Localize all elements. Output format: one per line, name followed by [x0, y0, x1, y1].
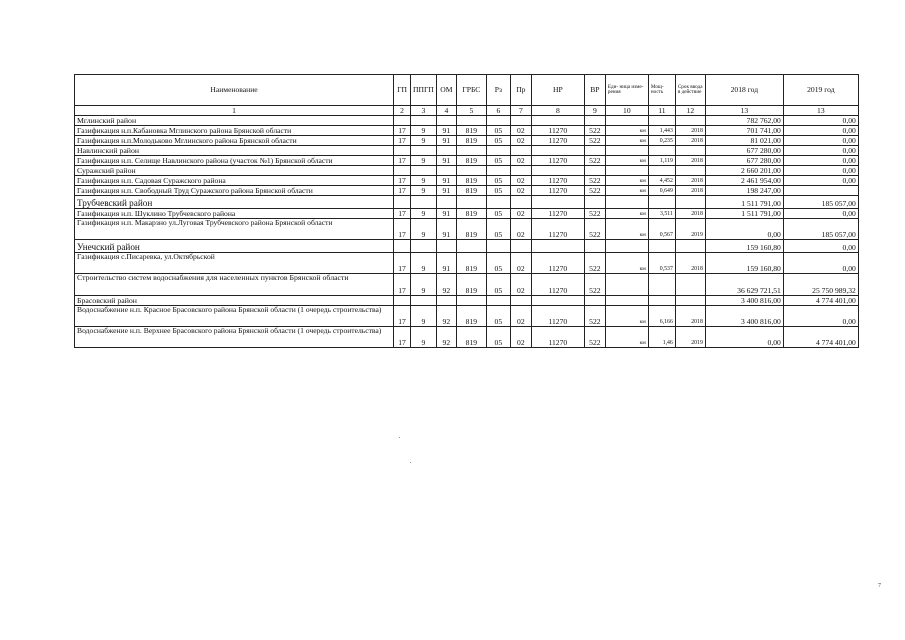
header-pr: Пр — [510, 75, 531, 106]
cell-om: 91 — [436, 186, 456, 196]
cell-vr: 522 — [584, 327, 605, 348]
cell-ppgp: 9 — [411, 176, 437, 186]
cell-capacity — [648, 116, 675, 126]
cell-gp — [394, 116, 411, 126]
object-name: Строительство систем водоснабжения для населенных пунктов Брянской области — [75, 274, 394, 296]
cell-commission-year: 2018 — [675, 253, 705, 274]
budget-table — [74, 74, 859, 348]
cell-om: 91 — [436, 156, 456, 166]
cell-grbs — [456, 116, 486, 126]
cell-om — [436, 116, 456, 126]
cell-vr — [584, 166, 605, 176]
cell-rz — [486, 196, 510, 209]
cell-unit — [605, 240, 648, 253]
index-cell: 7 — [510, 106, 531, 116]
cell-gp: 17 — [394, 306, 411, 327]
cell-pr — [510, 196, 531, 209]
cell-grbs — [456, 296, 486, 306]
cell-pr: 02 — [510, 209, 531, 219]
cell-unit: км — [605, 219, 648, 240]
cell-om: 91 — [436, 176, 456, 186]
cell-gp: 17 — [394, 186, 411, 196]
cell-nr: 11270 — [531, 186, 584, 196]
cell-capacity: 0,649 — [648, 186, 675, 196]
index-cell: 13 — [705, 106, 783, 116]
cell-ppgp: 9 — [411, 253, 437, 274]
amount-2018: 3 400 816,00 — [705, 296, 783, 306]
cell-vr — [584, 116, 605, 126]
cell-unit — [605, 274, 648, 296]
index-cell: 8 — [531, 106, 584, 116]
cell-pr: 02 — [510, 274, 531, 296]
object-name: Газификация н.п. Садовая Суражского района — [75, 176, 394, 186]
cell-rz: 05 — [486, 209, 510, 219]
cell-ppgp — [411, 296, 437, 306]
cell-pr — [510, 146, 531, 156]
cell-capacity: 4,452 — [648, 176, 675, 186]
cell-unit: км — [605, 156, 648, 166]
object-name: Газификация н.п.Кабановка Мглинского района Брянской области — [75, 126, 394, 136]
cell-gp: 17 — [394, 126, 411, 136]
cell-pr — [510, 240, 531, 253]
cell-om: 92 — [436, 327, 456, 348]
cell-pr — [510, 116, 531, 126]
amount-2019: 0,00 — [783, 146, 858, 156]
amount-2019: 185 057,00 — [783, 196, 858, 209]
column-index-row — [75, 106, 859, 116]
amount-2018: 0,00 — [705, 219, 783, 240]
cell-gp: 17 — [394, 327, 411, 348]
cell-pr: 02 — [510, 186, 531, 196]
cell-rz: 05 — [486, 274, 510, 296]
cell-grbs: 819 — [456, 209, 486, 219]
amount-2019: 0,00 — [783, 240, 858, 253]
cell-capacity: 6,166 — [648, 306, 675, 327]
cell-ppgp: 9 — [411, 126, 437, 136]
object-name: Водоснабжение н.п. Красное Брасовского района Брянской области (1 очередь строительства) — [75, 306, 394, 327]
amount-2019: 0,00 — [783, 156, 858, 166]
district-row — [75, 296, 859, 306]
page-number: 7 — [878, 583, 881, 589]
cell-commission-year — [675, 166, 705, 176]
cell-pr: 02 — [510, 126, 531, 136]
object-name: Газификация н.п. Макарзно ул.Луговая Трубчевского района Брянской области — [75, 219, 394, 240]
cell-nr: 11270 — [531, 136, 584, 146]
cell-grbs — [456, 166, 486, 176]
table-row — [75, 219, 859, 240]
index-cell: 10 — [605, 106, 648, 116]
cell-gp: 17 — [394, 209, 411, 219]
object-name: Газификация н.п.Молодьково Мглинского района Брянской области — [75, 136, 394, 146]
index-cell: 6 — [486, 106, 510, 116]
table-row — [75, 253, 859, 274]
amount-2018: 36 629 721,51 — [705, 274, 783, 296]
cell-pr: 02 — [510, 176, 531, 186]
cell-pr: 02 — [510, 219, 531, 240]
cell-commission-year — [675, 240, 705, 253]
cell-nr: 11270 — [531, 176, 584, 186]
cell-capacity: 1,119 — [648, 156, 675, 166]
index-cell: 2 — [394, 106, 411, 116]
cell-nr: 11270 — [531, 126, 584, 136]
district-name: Мглинский район — [75, 116, 394, 126]
cell-unit: км — [605, 136, 648, 146]
cell-rz — [486, 240, 510, 253]
table-row — [75, 327, 859, 348]
cell-grbs: 819 — [456, 186, 486, 196]
cell-rz: 05 — [486, 176, 510, 186]
header-gp: ГП — [394, 75, 411, 106]
header-row — [75, 75, 859, 106]
cell-ppgp: 9 — [411, 156, 437, 166]
cell-vr: 522 — [584, 219, 605, 240]
cell-om — [436, 196, 456, 209]
cell-vr — [584, 240, 605, 253]
cell-rz: 05 — [486, 327, 510, 348]
amount-2019: 25 750 989,32 — [783, 274, 858, 296]
district-row — [75, 116, 859, 126]
table-body — [75, 116, 859, 348]
cell-capacity — [648, 166, 675, 176]
header-capacity: Мощ- ность — [648, 75, 675, 106]
amount-2018: 782 762,00 — [705, 116, 783, 126]
district-name: Брасовский район — [75, 296, 394, 306]
cell-pr — [510, 296, 531, 306]
cell-rz — [486, 146, 510, 156]
district-name: Навлинский район — [75, 146, 394, 156]
header-2019: 2019 год — [783, 75, 858, 106]
object-name: Газификация н.п. Селище Навлинского района (участок №1) Брянской области — [75, 156, 394, 166]
cell-unit — [605, 166, 648, 176]
cell-grbs: 819 — [456, 253, 486, 274]
header-grbs: ГРБС — [456, 75, 486, 106]
cell-nr: 11270 — [531, 156, 584, 166]
amount-2019: 0,00 — [783, 253, 858, 274]
cell-unit: км — [605, 126, 648, 136]
cell-grbs: 819 — [456, 327, 486, 348]
cell-rz: 05 — [486, 126, 510, 136]
index-cell: 5 — [456, 106, 486, 116]
index-cell: 1 — [75, 106, 394, 116]
cell-gp: 17 — [394, 219, 411, 240]
cell-commission-year — [675, 274, 705, 296]
cell-capacity — [648, 296, 675, 306]
cell-gp — [394, 146, 411, 156]
cell-pr: 02 — [510, 253, 531, 274]
district-name: Унечский район — [75, 240, 394, 253]
cell-nr — [531, 296, 584, 306]
amount-2019: 0,00 — [783, 166, 858, 176]
cell-commission-year: 2018 — [675, 136, 705, 146]
cell-ppgp — [411, 166, 437, 176]
cell-commission-year: 2018 — [675, 176, 705, 186]
cell-om — [436, 296, 456, 306]
cell-rz — [486, 296, 510, 306]
cell-nr: 11270 — [531, 209, 584, 219]
index-cell: 9 — [584, 106, 605, 116]
amount-2019: 0,00 — [783, 306, 858, 327]
table-row — [75, 126, 859, 136]
cell-om — [436, 146, 456, 156]
amount-2019: 4 774 401,00 — [783, 327, 858, 348]
cell-commission-year — [675, 196, 705, 209]
cell-unit — [605, 146, 648, 156]
cell-commission-year — [675, 296, 705, 306]
cell-gp — [394, 296, 411, 306]
cell-nr: 11270 — [531, 327, 584, 348]
object-name: Газификация н.п. Шуклино Трубчевского района — [75, 209, 394, 219]
cell-om: 91 — [436, 136, 456, 146]
cell-pr: 02 — [510, 156, 531, 166]
cell-ppgp — [411, 116, 437, 126]
cell-nr — [531, 146, 584, 156]
cell-nr — [531, 116, 584, 126]
cell-om: 91 — [436, 126, 456, 136]
cell-vr: 522 — [584, 156, 605, 166]
cell-ppgp: 9 — [411, 219, 437, 240]
cell-unit: км — [605, 209, 648, 219]
index-cell: 12 — [675, 106, 705, 116]
amount-2019: 0,00 — [783, 126, 858, 136]
cell-nr: 11270 — [531, 274, 584, 296]
cell-vr: 522 — [584, 126, 605, 136]
cell-gp: 17 — [394, 253, 411, 274]
header-rz: Рз — [486, 75, 510, 106]
district-row — [75, 196, 859, 209]
district-name: Суражский район — [75, 166, 394, 176]
cell-grbs: 819 — [456, 156, 486, 166]
district-row — [75, 146, 859, 156]
cell-vr — [584, 196, 605, 209]
cell-om: 91 — [436, 253, 456, 274]
cell-vr: 522 — [584, 274, 605, 296]
amount-2018: 198 247,00 — [705, 186, 783, 196]
cell-commission-year: 2018 — [675, 126, 705, 136]
amount-2019: 185 057,00 — [783, 219, 858, 240]
cell-unit: км — [605, 327, 648, 348]
cell-ppgp: 9 — [411, 136, 437, 146]
amount-2019: 0,00 — [783, 176, 858, 186]
cell-unit: км — [605, 176, 648, 186]
cell-vr: 522 — [584, 253, 605, 274]
header-name: Наименование — [75, 75, 394, 106]
cell-om — [436, 240, 456, 253]
cell-vr: 522 — [584, 176, 605, 186]
cell-pr — [510, 166, 531, 176]
cell-ppgp: 9 — [411, 274, 437, 296]
cell-grbs: 819 — [456, 126, 486, 136]
district-row — [75, 166, 859, 176]
amount-2019: 4 774 401,00 — [783, 296, 858, 306]
header-nr: НР — [531, 75, 584, 106]
cell-vr — [584, 146, 605, 156]
cell-unit: км — [605, 306, 648, 327]
amount-2018: 81 021,00 — [705, 136, 783, 146]
cell-commission-year — [675, 116, 705, 126]
cell-nr: 11270 — [531, 306, 584, 327]
cell-ppgp: 9 — [411, 209, 437, 219]
cell-rz: 05 — [486, 253, 510, 274]
cell-commission-year: 2018 — [675, 306, 705, 327]
cell-pr: 02 — [510, 327, 531, 348]
scan-speck — [410, 462, 411, 463]
table-row — [75, 156, 859, 166]
cell-gp: 17 — [394, 274, 411, 296]
cell-grbs — [456, 240, 486, 253]
cell-om: 92 — [436, 274, 456, 296]
amount-2018: 677 280,00 — [705, 146, 783, 156]
amount-2018: 701 741,00 — [705, 126, 783, 136]
cell-ppgp: 9 — [411, 306, 437, 327]
amount-2018: 0,00 — [705, 327, 783, 348]
header-unit: Еди- ница изме- рения — [605, 75, 648, 106]
cell-commission-year: 2018 — [675, 156, 705, 166]
cell-gp — [394, 196, 411, 209]
header-commission: Срок ввода в действие — [675, 75, 705, 106]
cell-grbs — [456, 146, 486, 156]
cell-capacity — [648, 240, 675, 253]
object-name: Газификация с.Писаревка, ул.Октябрьской — [75, 253, 394, 274]
cell-capacity: 1,46 — [648, 327, 675, 348]
cell-vr: 522 — [584, 136, 605, 146]
table-row — [75, 176, 859, 186]
cell-capacity: 1,443 — [648, 126, 675, 136]
cell-nr: 11270 — [531, 253, 584, 274]
cell-gp — [394, 166, 411, 176]
cell-capacity — [648, 146, 675, 156]
scan-speck — [399, 437, 400, 438]
cell-unit — [605, 116, 648, 126]
amount-2019: 0,00 — [783, 209, 858, 219]
cell-rz: 05 — [486, 156, 510, 166]
cell-rz — [486, 116, 510, 126]
cell-commission-year: 2019 — [675, 327, 705, 348]
header-2018: 2018 год — [705, 75, 783, 106]
cell-unit: км — [605, 253, 648, 274]
cell-nr — [531, 240, 584, 253]
amount-2018: 1 511 791,00 — [705, 209, 783, 219]
header-om: ОМ — [436, 75, 456, 106]
amount-2019: 0,00 — [783, 136, 858, 146]
cell-vr: 522 — [584, 209, 605, 219]
cell-grbs: 819 — [456, 274, 486, 296]
cell-gp: 17 — [394, 136, 411, 146]
table-row — [75, 186, 859, 196]
object-name: Газификация н.п. Свободный Труд Суражского района Брянской области — [75, 186, 394, 196]
index-cell: 13 — [783, 106, 858, 116]
amount-2019: 0,00 — [783, 116, 858, 126]
cell-grbs: 819 — [456, 136, 486, 146]
cell-ppgp — [411, 146, 437, 156]
cell-nr: 11270 — [531, 219, 584, 240]
header-vr: ВР — [584, 75, 605, 106]
cell-nr — [531, 196, 584, 209]
cell-gp: 17 — [394, 156, 411, 166]
cell-ppgp — [411, 240, 437, 253]
district-name: Трубчевский район — [75, 196, 394, 209]
cell-ppgp — [411, 196, 437, 209]
cell-commission-year: 2018 — [675, 186, 705, 196]
cell-om: 91 — [436, 209, 456, 219]
cell-grbs — [456, 196, 486, 209]
cell-capacity: 0,537 — [648, 253, 675, 274]
cell-unit — [605, 296, 648, 306]
cell-ppgp: 9 — [411, 186, 437, 196]
cell-unit — [605, 196, 648, 209]
table-row — [75, 306, 859, 327]
amount-2018: 159 160,80 — [705, 253, 783, 274]
cell-rz: 05 — [486, 186, 510, 196]
cell-vr: 522 — [584, 186, 605, 196]
table-row — [75, 136, 859, 146]
cell-commission-year: 2018 — [675, 209, 705, 219]
cell-grbs: 819 — [456, 176, 486, 186]
cell-rz: 05 — [486, 219, 510, 240]
cell-grbs: 819 — [456, 306, 486, 327]
cell-commission-year: 2019 — [675, 219, 705, 240]
amount-2018: 159 160,80 — [705, 240, 783, 253]
amount-2018: 3 400 816,00 — [705, 306, 783, 327]
amount-2018: 677 280,00 — [705, 156, 783, 166]
header-ppgp: ППГП — [411, 75, 437, 106]
amount-2018: 1 511 791,00 — [705, 196, 783, 209]
amount-2019 — [783, 186, 858, 196]
district-row — [75, 240, 859, 253]
cell-nr — [531, 166, 584, 176]
cell-grbs: 819 — [456, 219, 486, 240]
cell-om: 92 — [436, 306, 456, 327]
object-name: Водоснабжение н.п. Верхнее Брасовского района Брянской области (1 очередь строительства) — [75, 327, 394, 348]
index-cell: 4 — [436, 106, 456, 116]
amount-2018: 2 660 201,00 — [705, 166, 783, 176]
cell-pr: 02 — [510, 136, 531, 146]
table-row — [75, 209, 859, 219]
index-cell: 11 — [648, 106, 675, 116]
cell-vr — [584, 296, 605, 306]
cell-capacity: 0,235 — [648, 136, 675, 146]
cell-gp: 17 — [394, 176, 411, 186]
cell-vr: 522 — [584, 306, 605, 327]
cell-rz — [486, 166, 510, 176]
cell-capacity: 0,567 — [648, 219, 675, 240]
cell-rz: 05 — [486, 306, 510, 327]
program-row — [75, 274, 859, 296]
amount-2018: 2 461 954,00 — [705, 176, 783, 186]
cell-capacity — [648, 274, 675, 296]
cell-capacity — [648, 196, 675, 209]
cell-ppgp: 9 — [411, 327, 437, 348]
cell-om — [436, 166, 456, 176]
cell-pr: 02 — [510, 306, 531, 327]
cell-capacity: 3,511 — [648, 209, 675, 219]
index-cell: 3 — [411, 106, 437, 116]
cell-gp — [394, 240, 411, 253]
cell-om: 91 — [436, 219, 456, 240]
cell-rz: 05 — [486, 136, 510, 146]
cell-commission-year — [675, 146, 705, 156]
cell-unit: км — [605, 186, 648, 196]
